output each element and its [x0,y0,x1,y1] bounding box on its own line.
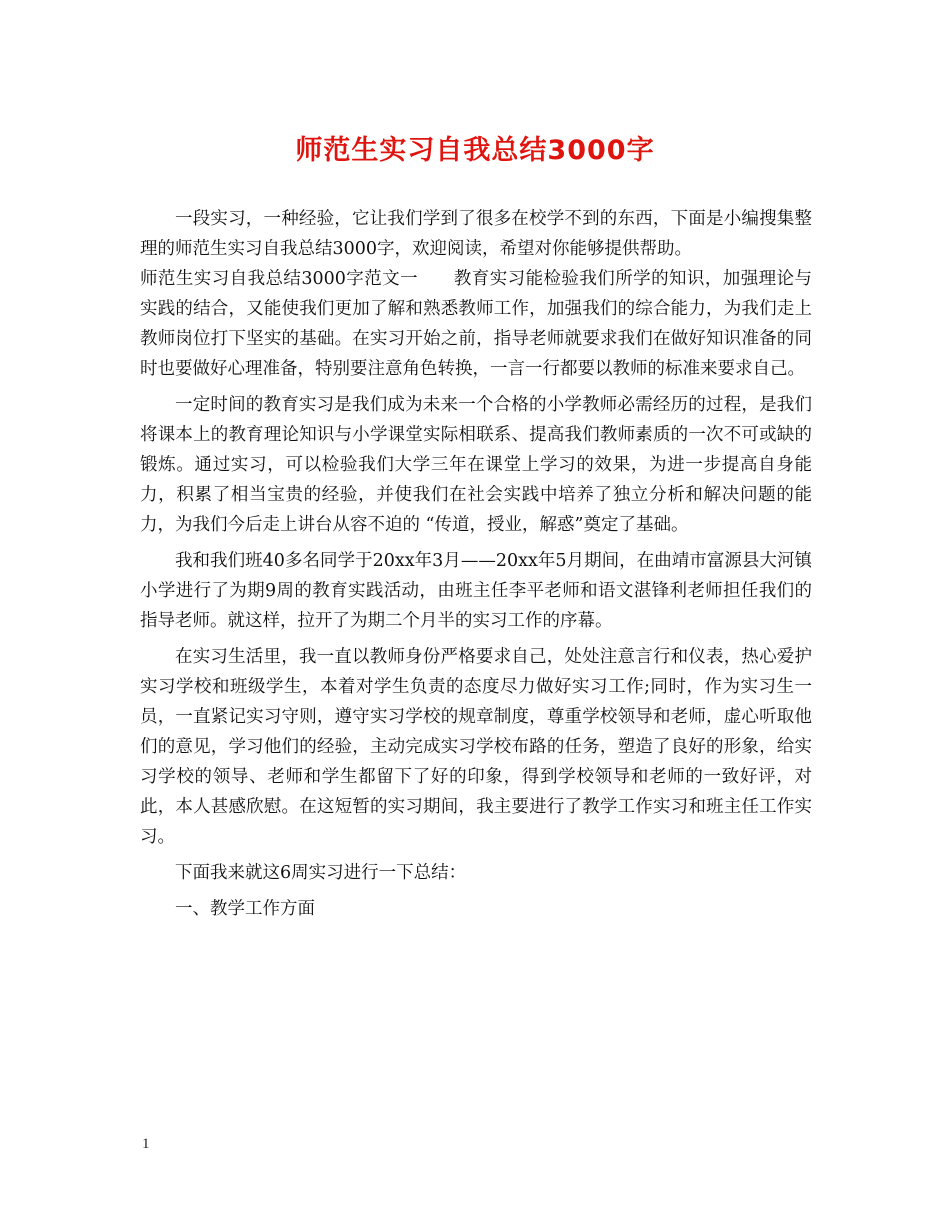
sample-one-paragraph: 师范生实习自我总结3000字范文一 教育实习能检验我们所学的知识，加强理论与实践的结合，又能使我们更加了解和熟悉教师工作，加强我们的综合能力，为我们走上教师岗位打下坚实的基础。在实习开始之前，指导老师就要求我们在做好知识准备的同时也要做好心理准备，特别要注意角色转换，一言一行都要以教师的标准来要求自己。 [140,269,812,379]
page-number: 1 [142,1136,150,1152]
section-heading: 一、教学工作方面 [175,899,315,919]
document-title: 师范生实习自我总结3000字 [295,135,655,166]
intro-paragraph: 一段实习，一种经验，它让我们学到了很多在校学不到的东西，下面是小编搜集整理的师范生实习自我总结3000字，欢迎阅读，希望对你能够提供帮助。 [140,209,812,259]
document-body [140,204,812,930]
body-paragraph: 一定时间的教育实习是我们成为未来一个合格的小学教师必需经历的过程，是我们将课本上的教育理论知识与小学课堂实际相联系、提高我们教师素质的一次不可或缺的锻炼。通过实习，可以检验我们大学三年在课堂上学习的效果，为进一步提高自身能力，积累了相当宝贵的经验，并使我们在社会实践中培养了独立分析和解决问题的能力，为我们今后走上讲台从容不迫的 “传道，授业，解惑”奠定了基础。 [140,395,812,535]
body-paragraph: 在实习生活里，我一直以教师身份严格要求自己，处处注意言行和仪表，热心爱护实习学校和班级学生，本着对学生负责的态度尽力做好实习工作;同时，作为实习生一员，一直紧记实习守则，遵守实习学校的规章制度，尊重学校领导和老师，虚心听取他们的意见，学习他们的经验，主动完成实习学校布路的任务，塑造了良好的形象，给实习学校的领导、老师和学生都留下了好的印象，得到学校领导和老师的一致好评，对此，本人甚感欣慰。在这短暂的实习期间，我主要进行了教学工作实习和班主任工作实习。 [140,647,812,847]
body-paragraph: 下面我来就这6周实习进行一下总结： [175,863,467,883]
body-paragraph: 我和我们班40多名同学于20xx年3月——20xx年5月期间，在曲靖市富源县大河镇小学进行了为期9周的教育实践活动，由班主任李平老师和语文湛锋利老师担任我们的指导老师。就这样，拉开了为期二个月半的实习工作的序幕。 [140,551,812,631]
